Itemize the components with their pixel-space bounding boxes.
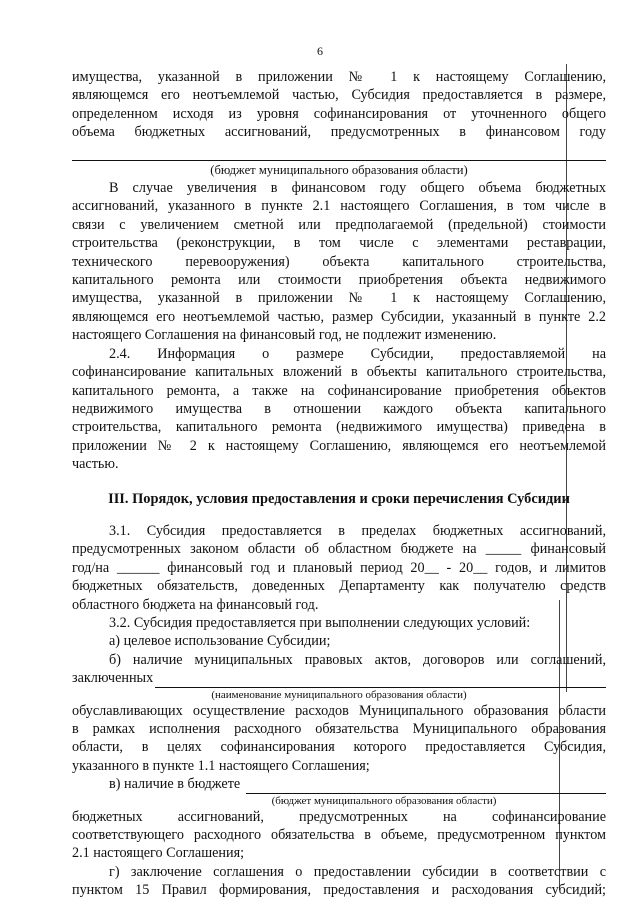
text-line: предусмотренных законом области об областном бюджете на _____ финансовый [72,541,606,558]
text-line: софинансирование капитальных вложений в объекты капитального строительства, [72,364,606,381]
page-number: 6 [317,44,323,58]
text-line: заключенных [72,670,154,687]
text-line: недвижимого имущества в отношении каждого объекта капитального [72,400,606,417]
text-line: настоящего Соглашения на финансовый год, не подлежит изменению. [72,327,497,344]
blank-fill-line [155,673,606,688]
text-line: технического перевооружения) объекта капитального строительства, [72,253,606,270]
field-caption: (бюджет муниципального образования области) [210,162,468,177]
text-line: а) целевое использование Субсидии; [109,633,331,650]
text-line: год/на ______ финансовый год и плановый период 20__ - 20__ годов, и лимитов [72,559,606,576]
fill-row [72,669,606,687]
text-line: определенном исходя из уровня софинансирования от уточненного общего [72,105,606,122]
text-line: являющемся его неотъемлемой частью, Субсидия предоставляется в размере, [72,87,606,104]
blank-fill-line [246,779,606,794]
text-line: указанного в пункте 1.1 настоящего Соглашения; [72,757,370,774]
text-line: в рамках исполнения расходного обязательства Муниципального образования [72,721,606,737]
document-body [72,68,606,900]
text-line: бюджетных обязательств, доведенных Департаменту как получателю средств [72,578,606,595]
text-line: 2.4. Информация о размере Субсидии, предоставляемой на [109,345,606,362]
text-line: ассигнований, указанного в пункте 2.1 настоящего Соглашения, в том числе в [72,198,606,215]
text-line: В случае увеличения в финансовом году общего объема бюджетных [109,180,606,197]
text-line: являющемся его неотъемлемой частью, размер Субсидии, указанный в пункте 2.2 [72,308,606,325]
text-line: области, в целях софинансирования которого предоставляется Субсидия, [72,739,606,756]
text-line: имущества, указанной в приложении № 1 к настоящему Соглашению, [72,290,606,307]
text-line: 3.1. Субсидия предоставляется в пределах бюджетных ассигнований, [109,522,606,539]
text-line: г) заключение соглашения о предоставлении субсидии в соответствии с [109,863,606,880]
text-line: частью. [72,456,119,473]
text-line: капитального ремонта, а также на софинансирование приобретения объектов [72,382,606,399]
text-line: строительства (реконструкции, в том числе с элементами реставрации, [72,235,606,252]
fill-row [72,775,606,793]
text-line: соответствующего расходного обязательства в объеме, предусмотренном пунктом [72,827,606,844]
text-line: 2.1 настоящего Соглашения; [72,845,245,862]
text-line: в) наличие в бюджете [109,776,241,793]
text-line: 3.2. Субсидия предоставляется при выполнении следующих условий: [109,614,531,631]
text-line: связи с увеличением сметной или предполагаемой (предельной) стоимости [72,216,606,233]
text-line: областного бюджета на финансовый год. [72,596,319,613]
text-line: пунктом 15 Правил формирования, предоставления и расходования субсидий; [72,882,606,899]
text-line: обуславливающих осуществление расходов Муниципального образования области [72,702,606,719]
text-line: капитального ремонта или стоимости приобретения объекта недвижимого [72,272,606,289]
blank-fill-line [72,144,606,161]
field-caption: (наименование муниципального образования области) [211,688,467,701]
field-caption: (бюджет муниципального образования области) [271,794,497,807]
text-line: б) наличие муниципальных правовых актов, договоров или соглашений, [109,651,606,668]
section-heading: III. Порядок, условия предоставления и сроки перечисления Субсидии [108,490,570,507]
text-line: бюджетных ассигнований, предусмотренных на софинансирование [72,808,606,825]
text-line: имущества, указанной в приложении № 1 к настоящему Соглашению, [72,69,606,85]
text-line: строительства, капитального ремонта (недвижимого имущества) приведена в [72,419,606,436]
text-line: объема бюджетных ассигнований, предусмотренных в финансовом году [72,124,606,141]
text-line: приложении № 2 к настоящему Соглашению, являющемся его неотъемлемой [72,437,606,454]
